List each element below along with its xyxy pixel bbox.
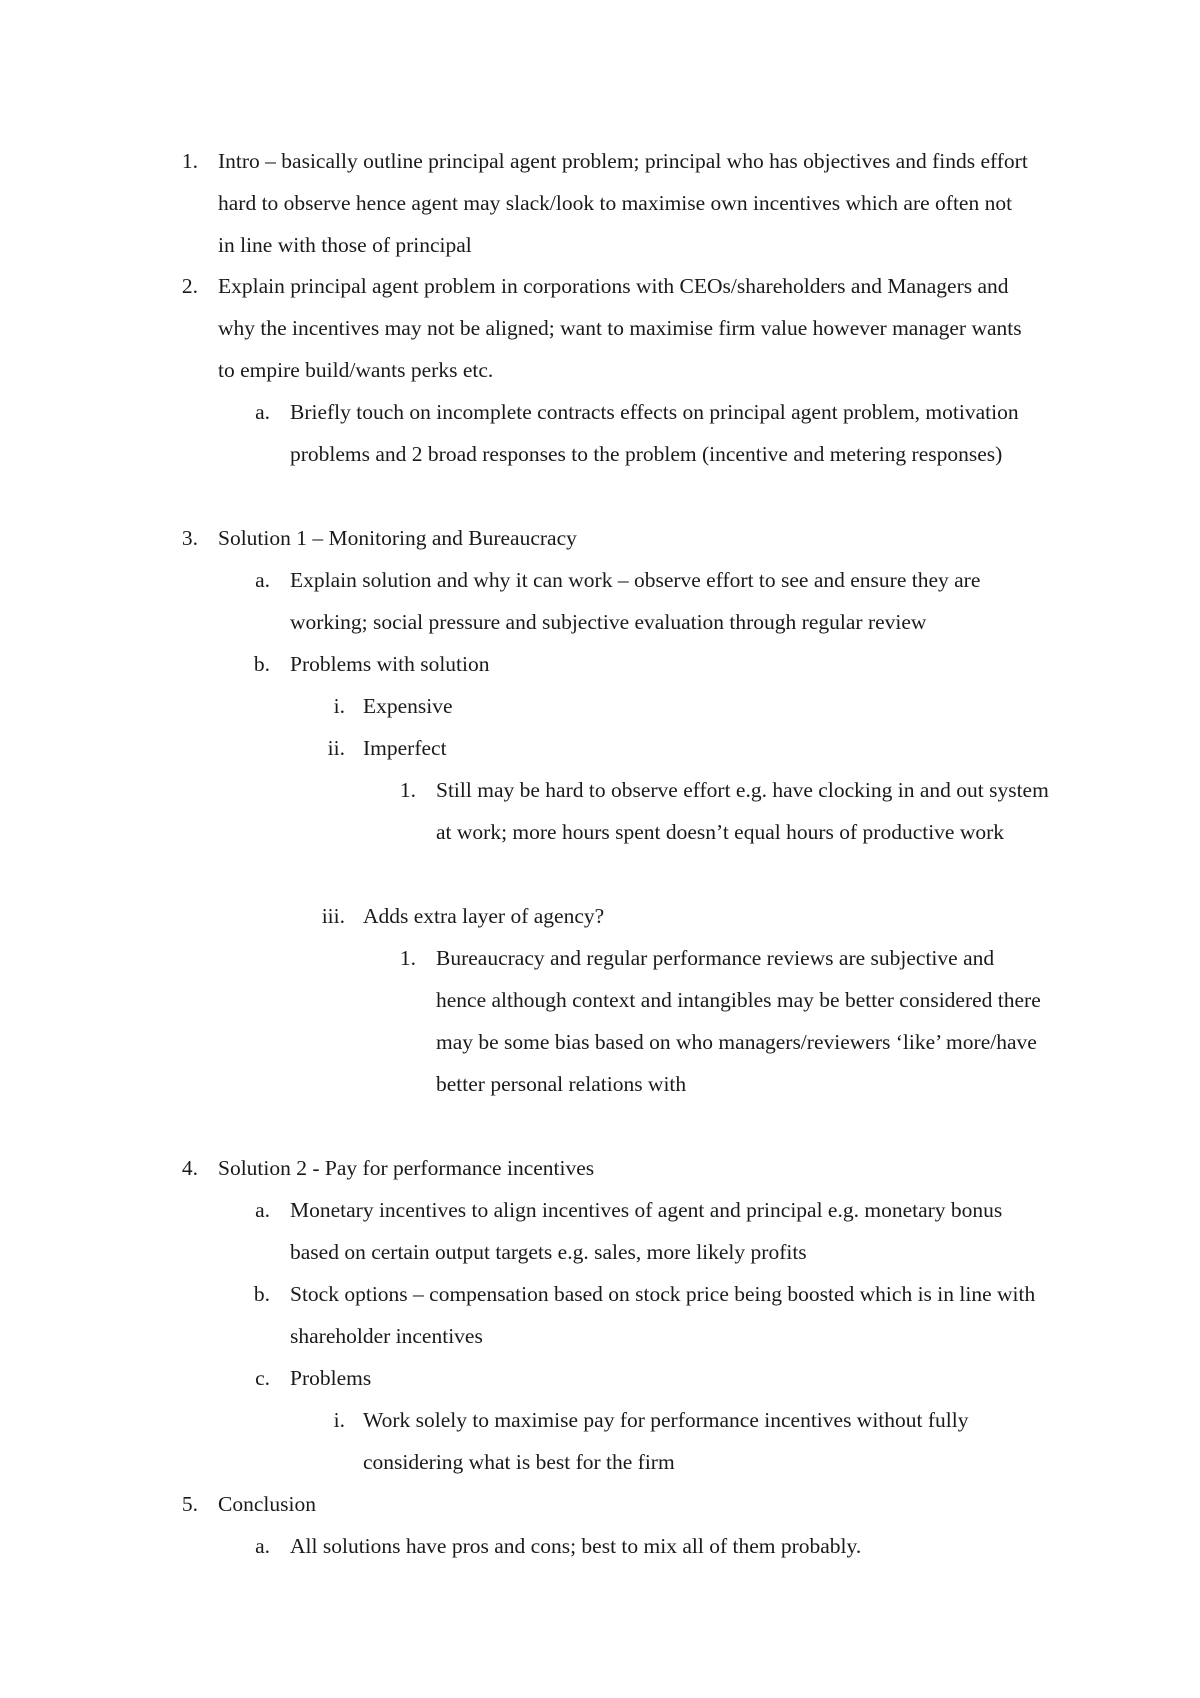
list-item-3bi xyxy=(333,685,1063,727)
list-item-text: Bureaucracy and regular performance reviews are subjective and hence although context and intangibles may be better considered there may be some bias based on who managers/reviewers ‘like’ more/have better personal relations with xyxy=(436,946,1041,1096)
list-item-text: Briefly touch on incomplete contracts effects on principal agent problem, motivation problems and 2 broad responses to the problem (incentive and metering responses) xyxy=(290,400,1019,466)
list-marker: a. xyxy=(255,1534,270,1558)
list-item-text: Intro – basically outline principal agent problem; principal who has objectives and finds effort hard to observe hence agent may slack/look to maximise own incentives which are often not in line with those of principal xyxy=(218,149,1028,257)
list-marker: b. xyxy=(253,652,270,676)
list-item-4b xyxy=(253,1273,1060,1357)
list-item-text: Explain principal agent problem in corporations with CEOs/shareholders and Managers and why the incentives may not be aligned; want to maximise firm value however manager wants to empire build/wants perks etc. xyxy=(218,274,1022,382)
list-marker: a. xyxy=(255,1198,270,1222)
list-marker: 3. xyxy=(181,526,198,550)
list-item-text: Adds extra layer of agency? xyxy=(363,904,605,928)
list-item-text: Expensive xyxy=(363,694,453,718)
list-item-4a xyxy=(255,1189,1050,1273)
list-item-3b xyxy=(253,643,1030,685)
list-marker: 1. xyxy=(399,946,416,970)
list-item-5a xyxy=(255,1525,1050,1567)
list-item-text: Work solely to maximise pay for performance incentives without fully considering what is best for the firm xyxy=(363,1408,969,1474)
list-item-4c xyxy=(255,1357,1030,1399)
list-item-text: Monetary incentives to align incentives of agent and principal e.g. monetary bonus based on certain output targets e.g. sales, more likely profits xyxy=(290,1198,1003,1264)
list-marker: 5. xyxy=(181,1492,198,1516)
list-marker: a. xyxy=(255,400,270,424)
list-item-1 xyxy=(181,140,1028,266)
list-item-text: Problems with solution xyxy=(290,652,490,676)
list-marker: ii. xyxy=(327,736,345,760)
list-item-text: Conclusion xyxy=(218,1492,316,1516)
list-marker: iii. xyxy=(321,904,345,928)
list-item-3biii1 xyxy=(399,937,1046,1105)
list-marker: 2. xyxy=(181,274,198,298)
list-item-2 xyxy=(181,265,1028,391)
list-item-3 xyxy=(181,517,1028,559)
list-item-text: Solution 1 – Monitoring and Bureaucracy xyxy=(218,526,577,550)
list-item-3bii xyxy=(327,727,1063,769)
list-marker: b. xyxy=(253,1282,270,1306)
list-item-3a xyxy=(255,559,1060,643)
list-item-2a xyxy=(255,391,1030,475)
list-marker: 1. xyxy=(399,778,416,802)
list-marker: i. xyxy=(333,1408,345,1432)
list-marker: a. xyxy=(255,568,270,592)
list-item-3biii xyxy=(321,895,1063,937)
list-marker: 4. xyxy=(181,1156,198,1180)
list-item-text: All solutions have pros and cons; best to mix all of them probably. xyxy=(290,1534,862,1558)
list-item-3bii1 xyxy=(399,769,1066,853)
list-marker: c. xyxy=(255,1366,270,1390)
list-marker: i. xyxy=(333,694,345,718)
list-item-text: Imperfect xyxy=(363,736,447,760)
list-item-4 xyxy=(181,1147,1028,1189)
list-item-4ci xyxy=(333,1399,1063,1483)
list-item-5 xyxy=(181,1483,1028,1525)
list-marker: 1. xyxy=(181,149,198,173)
list-item-text: Stock options – compensation based on stock price being boosted which is in line with shareholder incentives xyxy=(290,1282,1036,1348)
list-item-text: Problems xyxy=(290,1366,372,1390)
list-item-text: Solution 2 - Pay for performance incentives xyxy=(218,1156,595,1180)
list-item-text: Explain solution and why it can work – observe effort to see and ensure they are working; social pressure and subjective evaluation through regular review xyxy=(290,568,981,634)
list-item-text: Still may be hard to observe effort e.g. have clocking in and out system at work; more hours spent doesn’t equal hours of productive work xyxy=(436,778,1049,844)
